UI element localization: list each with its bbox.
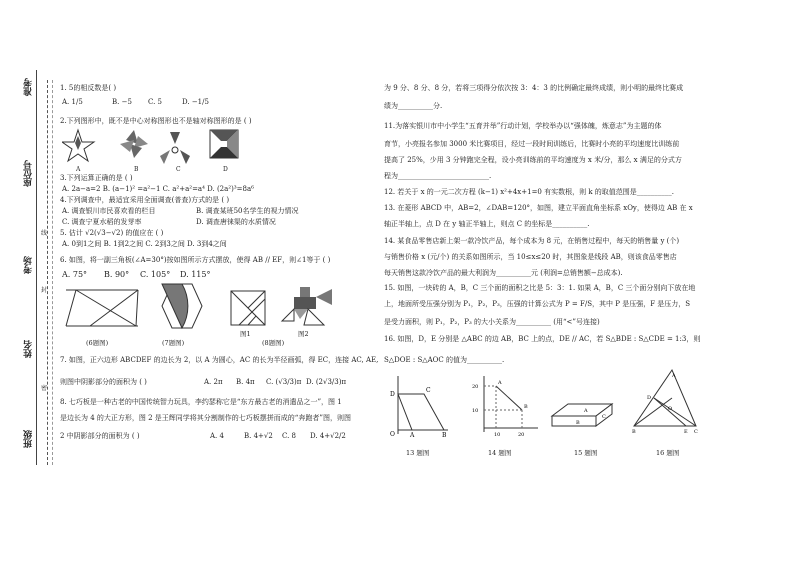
q14-caption: 14 题图 xyxy=(488,449,512,457)
q16-line-2: S△DOE : S△AOC 的值为__________. xyxy=(384,356,505,364)
svg-text:A: A xyxy=(410,432,415,438)
q7-figure xyxy=(158,282,206,332)
q14-line-2: 与销售价格 x (元/个) 的关系如图所示，当 10≤x≤20 时，其图象是线段 AB，则该食品零售店 xyxy=(384,253,677,261)
q15-line-1: 15. 如图，一块砖的 A，B，C 三个面的面积之比是 5：3：1. 如果 A，B，C 三个面分别向下放在地 xyxy=(384,284,696,292)
q12-stem: 12. 若关于 x 的一元二次方程 (k−1) x²+4x+1=0 有实数根，则 k 的取值范围是__________. xyxy=(384,188,675,196)
q4-opt-c: C. 调查宁夏水稻的发芽率 xyxy=(62,218,142,226)
q8-figure-1 xyxy=(230,290,266,326)
q13-caption: 13 题图 xyxy=(406,449,430,457)
label-zhunkao: 准考 xyxy=(24,78,34,96)
q7-stem-2: 则图中阴影部分的面积为 ( ) xyxy=(60,378,147,386)
q7-caption: (7题图) xyxy=(162,339,185,347)
svg-text:20: 20 xyxy=(472,384,479,390)
q7-opt-d: D. (2√3/3)π xyxy=(306,378,347,386)
dashed-seal-line xyxy=(47,80,48,465)
q11-line-1: 11.为落实银川市中小学生“五育并举”行动计划，学校举办以“强体魄，炼意志”为主题的体 xyxy=(384,122,662,130)
q3-stem: 3.下列运算正确的是 ( ) xyxy=(60,174,133,182)
q11-line-3: 提高了 25%，少用 3 分钟跑完全程，设小亮训练前的平均速度为 x 米/分，那么 x 满足的分式方 xyxy=(384,156,682,164)
q11-line-4: 程为__________________________. xyxy=(384,172,492,180)
q4-opt-b: B. 调查某班50名学生的视力情况 xyxy=(196,207,299,215)
q8-figure-2 xyxy=(280,285,340,329)
q2-label-c: C xyxy=(176,166,181,173)
q5-options: A. 0到1之间 B. 1到2之间 C. 2到3之间 D. 3到4之间 xyxy=(62,240,227,248)
seal-char-2: 封 xyxy=(41,287,48,294)
svg-text:A: A xyxy=(584,408,588,414)
svg-text:C: C xyxy=(694,429,698,434)
q16-figure xyxy=(632,368,702,434)
q15-line-3: 是受力面积，则 P₁，P₂，P₃ 的大小关系为__________ (用“<”号连接) xyxy=(384,318,600,326)
q10-line-1: 为 9 分、8 分、8 分，若将三项得分依次按 3：4：3 的比例确定最终成绩，则小明的最终比赛成 xyxy=(384,84,684,92)
svg-text:B: B xyxy=(632,429,636,434)
svg-text:20: 20 xyxy=(518,432,525,438)
q8-caption: (8题图) xyxy=(262,339,285,347)
q8-opt-b: B. 4+√2 xyxy=(244,432,273,440)
q14-line-1: 14. 某食品零售店新上架一款冷饮产品，每个成本为 8 元，在销售过程中，每天的销售量 y (个) xyxy=(384,237,680,245)
seal-char-1: 线 xyxy=(41,230,48,237)
q6-opt-d: D. 115° xyxy=(180,270,211,279)
q8-opt-c: C. 8 xyxy=(282,432,297,440)
q7-opt-a: A. 2π xyxy=(204,378,223,386)
svg-text:E: E xyxy=(684,429,688,434)
q2-stem: 2.下列图形中，既不是中心对称图形也不是轴对称图形的是 ( ) xyxy=(60,117,252,125)
q8-stem-3: 2 中阴影部分的面积为 ( ) xyxy=(60,432,140,440)
seal-char-3: 密 xyxy=(41,385,48,392)
q8-stem-2: 是边长为 4 的大正方形，图 2 是王辉同学将其分割制作的七巧板摆拼而成的“奔跑者”图，则图 xyxy=(60,414,351,422)
q8-opt-a: A. 4 xyxy=(210,432,224,440)
q8-stem-1: 8. 七巧板是一种古老的中国传统智力玩具，李约瑟称它是“东方最古老的消遣品之一”，图 1 xyxy=(60,398,342,406)
q11-line-2: 育节，小亮报名参加 3000 米比赛项目，经过一段时间训练后，比赛时小亮的平均速度比训练前 xyxy=(384,140,680,148)
q4-stem: 4.下列调查中，最适宜采用全面调查(普查)方式的是 ( ) xyxy=(60,196,230,204)
q2-label-a: A xyxy=(76,166,81,173)
q13-line-1: 13. 在菱形 ABCD 中，AB=2，∠DAB=120°，如图，建立平面直角坐标系 xOy，使得边 AB 在 x xyxy=(384,204,693,212)
q7-stem-1: 7. 如图，正六边形 ABCDEF 的边长为 2，以 A 为圆心，AC 的长为半径画弧，得 EC，连接 AC, AE, xyxy=(60,356,379,364)
q4-opt-d: D. 调查唐徕渠的水质情况 xyxy=(196,218,276,226)
label-kaochang: 考场 xyxy=(24,256,34,274)
q2-label-b: B xyxy=(134,166,139,173)
q8-opt-d: D. 4+√2/2 xyxy=(310,432,346,440)
q4-opt-a: A. 调查银川市民喜欢看的栏目 xyxy=(62,207,156,215)
svg-text:A: A xyxy=(672,373,676,379)
q1-opt-c: C. 5 xyxy=(148,98,163,106)
dashed-seal-line-2 xyxy=(52,80,53,465)
q6-stem: 6. 如图，将一副三角板(∠A=30°)按如图所示方式摆放，使得 AB // EF，则∠1等于 ( ) xyxy=(60,256,331,264)
q2-label-d: D xyxy=(223,166,228,173)
svg-text:C: C xyxy=(426,387,431,394)
label-xingming: 姓名 xyxy=(24,340,34,358)
q1-opt-d: D. −1/5 xyxy=(182,98,209,106)
q7-opt-b: B. 4π xyxy=(236,378,255,386)
q6-opt-a: A. 75° xyxy=(62,270,88,279)
svg-text:D: D xyxy=(647,395,652,401)
q15-figure xyxy=(550,390,620,430)
svg-text:10: 10 xyxy=(494,432,501,438)
label-banji: 班级 xyxy=(24,430,34,448)
q6-opt-c: C. 105° xyxy=(140,270,171,279)
q14-figure xyxy=(472,374,542,438)
q1-opt-a: A. 1/5 xyxy=(62,98,83,106)
label-zuowei: 座位号 xyxy=(24,160,34,187)
q14-line-3: 每天销售这款冷饮产品的最大利润为__________元 (利润=总销售额−总成本). xyxy=(384,269,623,277)
q13-figure xyxy=(386,374,452,438)
q7-opt-c: C. (√3/3)π xyxy=(266,378,302,386)
svg-text:A: A xyxy=(498,380,502,386)
q10-line-2: 绩为__________分. xyxy=(384,102,443,110)
q1-opt-b: B. −5 xyxy=(112,98,132,106)
q16-line-1: 16. 如图，D，E 分别是 △ABC 的边 AB，BC 上的点，DE // AC，若 S△BDE : S△CDE = 1:3，则 xyxy=(384,335,701,343)
q15-line-2: 上，地面所受压强分别为 P₁，P₂，P₃，压强的计算公式为 P = F/S，其中 P 是压强，F 是压力，S xyxy=(384,300,691,308)
svg-text:B: B xyxy=(576,420,580,426)
q15-caption: 15 题图 xyxy=(574,449,598,457)
svg-text:D: D xyxy=(390,391,395,398)
q13-line-2: 轴正半轴上，点 D 在 y 轴正半轴上，则点 C 的坐标是__________. xyxy=(384,220,590,228)
svg-text:C: C xyxy=(602,414,606,420)
q6-caption: (6题图) xyxy=(86,339,109,347)
q3-options: A. 2a−a=2 B. (a−1)² =a²−1 C. a²+a²=a⁴ D. (2a²)³=8a⁶ xyxy=(62,185,254,193)
svg-text:B: B xyxy=(442,432,447,438)
svg-text:B: B xyxy=(524,404,528,410)
q5-stem: 5. 估计 √2(√3−√2) 的值应在 ( ) xyxy=(60,229,164,237)
q6-opt-b: B. 90° xyxy=(104,270,130,279)
q6-figure xyxy=(62,284,144,332)
q1-stem: 1. 5的相反数是( ) xyxy=(60,84,117,92)
q8-caption-fig2: 图2 xyxy=(298,330,309,338)
svg-text:O: O xyxy=(668,406,673,412)
svg-text:O: O xyxy=(390,431,395,438)
q8-caption-fig1: 图1 xyxy=(240,330,251,338)
q16-caption: 16 题图 xyxy=(656,449,680,457)
svg-text:10: 10 xyxy=(472,408,479,414)
vertical-rule xyxy=(36,70,37,465)
